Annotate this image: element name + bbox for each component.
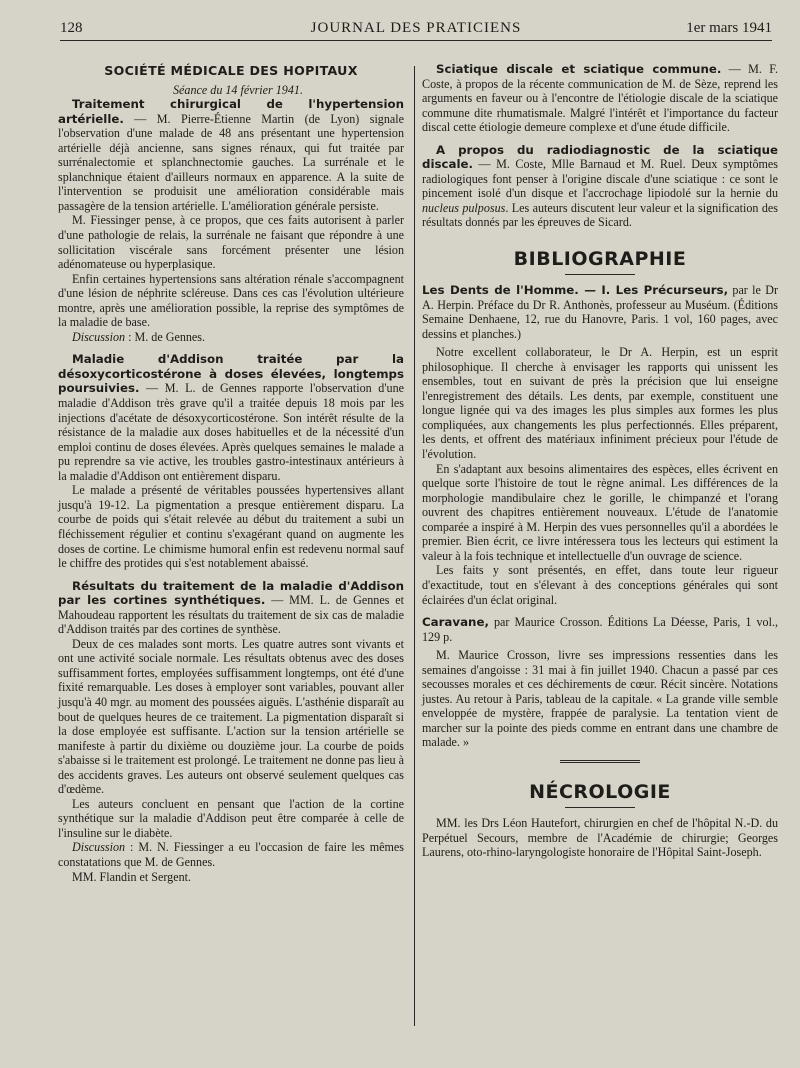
book-reference: par le Dr A. Herpin. Préface du Dr R. Anthonès, professeur au Muséum. (Éditions Semaine Denhaene, 12, rue du Hanovre, Paris. 1 vol, 160 pages, avec dessins et planches.) (422, 283, 778, 341)
article-hypertension (58, 97, 404, 213)
article-addison (58, 352, 404, 483)
italic-term: nucleus pulposus (422, 200, 506, 215)
header-rule (60, 40, 772, 41)
signature-line: MM. Flandin et Sergent. (72, 869, 192, 884)
book-review-caravane (422, 615, 778, 644)
paragraph: Notre excellent collaborateur, le Dr A. Herpin, est un esprit philosophique. Il cherche à envisager les rapports qui unissent les ensembles, tout en suivant de près la précision que lui enseigne l'enregistrement des détails. Les dents, par exemple, constituent une longue lignée qui va des images les plus simples aux formes les plus compliquées, aux changements les plus perfectionnés. Elles préparent, les dents, et offrent des matériaux infiniment précieux pour l'étude de l'évolution. (422, 345, 778, 462)
book-reference: par Maurice Crosson. Éditions La Déesse, Paris, 1 vol., 129 p. (422, 615, 778, 644)
left-column (58, 62, 404, 884)
discussion-label: Discussion (72, 840, 126, 855)
necrologie-text: MM. les Drs Léon Hautefort, chirurgien en chef de l'hôpital N.-D. du Perpétuel Secours, membre de l'Académie de chirurgie; Georges Laurens, oto-rhino-laryngologiste honoraire de l'Hôpital Saint-Joseph. (422, 815, 778, 860)
discussion-text: : M. N. Fiessinger a eu l'occasion de faire les mêmes constatations que M. de Gennes. (58, 840, 404, 869)
section-title: SOCIÉTÉ MÉDICALE DES HOPITAUX (104, 63, 358, 78)
article-body: — M. L. de Gennes rapporte l'observation d'une maladie d'Addison très grave qu'il a traitée depuis 18 mois par les injections d'acétate de désoxycorticostérone. Son intérêt résulte de la résistance de la maladie aux doses habituelles et de la nécessité d'un emploi continu de doses élevées. Après quelques semaines le malade a pu reprendre sa vie active, les troubles gastro-intestinaux antérieurs à la maladie d'Addison ont entièrement disparu. (58, 381, 404, 483)
right-column (422, 62, 778, 860)
issue-date: 1er mars 1941 (686, 20, 772, 36)
article-body: — M. Coste, Mlle Barnaud et M. Ruel. Deux symptômes radiologiques font penser à l'origine discale d'une sciatique : ce sont le pincement isolé d'un disque et l'accrochage lipiodolé sur la hernie du (422, 157, 778, 201)
article-title: Résultats du traitement de la maladie d'Addison par les cortines synthétiques. (58, 578, 404, 608)
necrologie-heading: NÉCROLOGIE (529, 780, 671, 803)
article-sciatique (422, 62, 778, 135)
paragraph: Les auteurs concluent en pensant que l'action de la cortine synthétique sur la maladie d'Addison peut être comparée à celle de l'insuline sur le diabète. (58, 796, 404, 840)
article-title: Maladie d'Addison traitée par la désoxycorticostérone à doses élevées, longtemps poursuivies. (58, 352, 404, 396)
paragraph: Le malade a présenté de véritables poussées hypertensives allant jusqu'à 19-12. La pigmentation a presque entièrement disparu. La courbe de poids qui s'était relevée au début du traitement a subi un fléchissement régulier et continu s'exagérant quand on augmente les doses de cortine. Le chimisme humoral enfin est redevenu normal sauf le chiffre des protides qui s'est notablement abaissé. (58, 483, 404, 571)
paragraph: Deux de ces malades sont morts. Les quatre autres sont vivants et ont une activité sociale normale. Les résultats obtenus avec des doses suffisamment fortes, employées suffisamment longtemps, ont été d'une fixité remarquable. Les doses à employer sont variables, pouvant aller jusqu'à 40 mgr. au moment des poussées aiguës. L'asthénie disparaît au bout de quelques heures de ce traitement. La pigmentation disparaît si la dose employée est suffisante. L'action sur la tension artérielle se manifeste à partir du dixième ou douzième jour. La courbe de poids s'abaisse si le traitement est prolongé. Le traitement ne donne pas lieu à des accidents graves. Les auteurs ont observé seulement quelques cas d'œdème. (58, 636, 404, 797)
paragraph: M. Maurice Crosson, livre ses impressions ressenties dans les semaines d'angoisse : 31 mai à fin juillet 1940. Chacun a passé par ces secousses morales et ces déchirements de cœur. Récit sincère. Notations justes. Au retour à Paris, tableau de la capitale. « La grande ville semble enveloppée de mystère, frappée de paralysie. La tentation vient de marcher sur la pointe des pieds comme en entrant dans une chambre de malade. » (422, 648, 778, 750)
article-title: Sciatique discale et sciatique commune. (436, 62, 722, 76)
page-number: 128 (60, 20, 83, 36)
journal-title: JOURNAL DES PRATICIENS (310, 20, 522, 36)
article-body: — M. Pierre-Étienne Martin (de Lyon) signale l'observation d'une malade de 48 ans présentant une hypertension artérielle déjà ancienne, sans signes rénaux, qui fut traitée par surrénalectomie et splanchnectomie gauches. La surrénale et le splanchnique étaient d'ailleurs normaux en apparence. A la suite de l'intervention se produisit une amélioration considérable mais passagère de la tension artérielle. L'amélioration générale persiste. (58, 111, 404, 213)
discussion-label: Discussion (72, 329, 126, 344)
section-separator (560, 760, 640, 763)
article-body-end: . Les auteurs discutent leur valeur et la signification des résultats donnés par les épreuves de Sicard. (422, 200, 778, 230)
paragraph: En s'adaptant aux besoins alimentaires des espèces, elles écrivent en quelque sorte l'histoire de tout le règne animal. Les différences de la morphologie mandibulaire chez le gorille, le chimpanzé et l'orang ouvrent des chapitres entièrement nouveaux. L'étude de l'anatomie comparée a inspiré à M. Herpin des vues personnelles qu'il a abordées le premier. Bien écrit, ce livre intéressera tous les lecteurs qui estiment la valeur à la fois technique et intellectuelle d'un ouvrage de science. (422, 461, 778, 563)
article-radiodiagnostic (422, 143, 778, 230)
paragraph: Les faits y sont présentés, en effet, dans toute leur rigueur d'exactitude, tout en s'élevant à des conceptions générales qui sont éclairées d'un éclat original. (422, 563, 778, 607)
article-title: Traitement chirurgical de l'hypertension artérielle. (58, 97, 404, 126)
paragraph: Enfin certaines hypertensions sans altération rénale s'accompagnent d'une lésion de néphrite scléreuse. Dans ces cas l'évolution ultérieure montre, après une amélioration possible, la reprise des symptômes de la maladie de base. (58, 271, 404, 330)
page-header (60, 16, 772, 40)
book-title: Les Dents de l'Homme. — I. Les Précurseurs, (422, 283, 729, 298)
article-cortines (58, 579, 404, 637)
discussion-line (58, 330, 404, 345)
seance-date: Séance du 14 février 1941. (173, 82, 303, 97)
article-body: — M. F. Coste, à propos de la récente communication de M. de Sèze, reprend les arguments en faveur ou à l'encontre de l'étiologie discale de la sciatique commune dite rhumatismale. Malgré l'intérêt et l'importance du facteur discal cette étiologie demeure complexe et d'une étude difficile. (422, 62, 778, 135)
book-review-dents (422, 283, 778, 341)
paragraph: M. Fiessinger pense, à ce propos, que ces faits autorisent à parler d'une pathologie de relais, la surrénale ne faisant que répondre à une sollicitation viscérale sans forcément présenter une lésion adénomateuse ou hyperplasique. (58, 213, 404, 272)
book-title: Caravane, (422, 615, 489, 630)
discussion-text: : M. de Gennes. (125, 329, 206, 344)
article-body: — MM. L. de Gennes et Mahoudeau rapportent les résultats du traitement de six cas de maladie d'Addison traités par des cortines de synthèse. (58, 593, 404, 637)
article-title: A propos du radiodiagnostic de la sciatique discale. (422, 142, 778, 172)
column-divider (414, 66, 415, 1026)
bibliographie-heading: BIBLIOGRAPHIE (513, 248, 687, 271)
discussion-line (58, 840, 404, 869)
